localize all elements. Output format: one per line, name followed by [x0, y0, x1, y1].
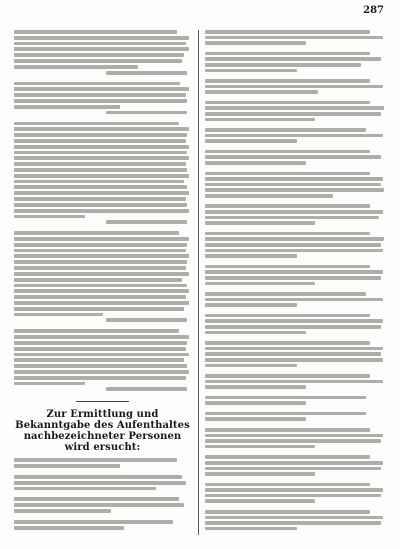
- text-line: [14, 139, 186, 143]
- text-line: [14, 370, 189, 374]
- text-line: [205, 396, 366, 400]
- text-line: [14, 180, 184, 184]
- text-line: [14, 191, 189, 195]
- text-line: [205, 467, 381, 471]
- text-line: [205, 401, 306, 405]
- entry-gap: [14, 492, 191, 495]
- text-line: [14, 59, 182, 63]
- entry-gap: [205, 450, 388, 453]
- text-line: [205, 461, 383, 465]
- signature-line: [106, 318, 187, 322]
- text-line: [205, 374, 370, 378]
- text-line: [205, 150, 370, 154]
- text-line: [14, 105, 120, 109]
- text-line: [14, 295, 186, 299]
- text-line: [14, 122, 179, 126]
- text-line: [205, 216, 379, 220]
- text-line: [14, 353, 189, 357]
- text-line: [205, 499, 315, 503]
- text-line: [14, 42, 186, 46]
- text-line: [14, 231, 179, 235]
- text-line: [14, 272, 189, 276]
- text-line: [205, 521, 381, 525]
- text-line: [14, 237, 189, 241]
- text-line: [205, 112, 381, 116]
- text-line: [205, 128, 366, 132]
- text-line: [205, 483, 370, 487]
- entry-gap: [14, 532, 191, 535]
- text-line: [14, 289, 189, 293]
- entry-gap: [205, 407, 388, 410]
- text-line: [14, 329, 179, 333]
- text-line: [14, 503, 184, 507]
- text-line: [14, 151, 187, 155]
- entry-gap: [205, 74, 388, 77]
- entry-gap: [14, 393, 191, 396]
- text-line: [14, 335, 189, 339]
- entry-gap: [205, 227, 388, 230]
- text-line: [205, 254, 297, 258]
- signature-line: [106, 71, 187, 75]
- text-line: [205, 455, 370, 459]
- text-line: [205, 101, 370, 105]
- text-line: [14, 278, 182, 282]
- text-line: [205, 358, 383, 362]
- signature-line: [106, 111, 187, 115]
- text-line: [205, 134, 383, 138]
- text-line: [205, 194, 333, 198]
- text-line: [205, 347, 383, 351]
- text-line: [205, 319, 383, 323]
- signature-line: [106, 220, 187, 224]
- text-line: [14, 520, 173, 524]
- text-line: [205, 292, 366, 296]
- text-line: [205, 412, 366, 416]
- text-line: [205, 243, 381, 247]
- text-line: [205, 161, 306, 165]
- text-line: [14, 145, 189, 149]
- text-line: [205, 428, 370, 432]
- text-line: [14, 497, 179, 501]
- entry-gap: [205, 309, 388, 312]
- text-line: [14, 53, 184, 57]
- text-line: [14, 47, 189, 51]
- text-line: [14, 156, 189, 160]
- text-line: [205, 63, 361, 67]
- text-line: [205, 303, 297, 307]
- text-line: [14, 347, 186, 351]
- text-line: [205, 57, 381, 61]
- text-line: [205, 325, 381, 329]
- entry-gap: [14, 77, 191, 80]
- text-line: [14, 458, 177, 462]
- entry-gap: [205, 167, 388, 170]
- text-line: [14, 30, 177, 34]
- entry-gap: [205, 96, 388, 99]
- text-line: [14, 203, 187, 207]
- entry-gap: [14, 116, 191, 119]
- text-line: [14, 260, 187, 264]
- entry-gap: [205, 123, 388, 126]
- text-line: [14, 168, 187, 172]
- text-line: [14, 87, 189, 91]
- text-line: [205, 265, 370, 269]
- text-line: [205, 434, 383, 438]
- entry-gap: [205, 423, 388, 426]
- text-line: [14, 464, 120, 468]
- text-line: [205, 204, 370, 208]
- entry-gap: [205, 478, 388, 481]
- text-line: [14, 364, 187, 368]
- text-line: [205, 237, 384, 241]
- entry-gap: [14, 226, 191, 229]
- text-line: [205, 30, 370, 34]
- text-line: [205, 341, 370, 345]
- text-line: [14, 197, 186, 201]
- text-line: [205, 52, 370, 56]
- text-line: [205, 298, 383, 302]
- entry-gap: [205, 145, 388, 148]
- text-line: [14, 249, 186, 253]
- text-line: [205, 36, 383, 40]
- text-line: [205, 183, 381, 187]
- text-line: [205, 249, 383, 253]
- text-line: [205, 221, 315, 225]
- text-line: [205, 90, 318, 94]
- entry-gap: [205, 505, 388, 508]
- text-line: [205, 527, 297, 531]
- text-line: [14, 284, 187, 288]
- text-line: [14, 313, 103, 317]
- text-line: [14, 133, 187, 137]
- text-line: [14, 358, 184, 362]
- text-line: [205, 494, 381, 498]
- text-line: [14, 487, 156, 491]
- text-line: [205, 352, 381, 356]
- entry-gap: [205, 47, 388, 50]
- text-line: [14, 307, 184, 311]
- text-line: [205, 210, 383, 214]
- text-line: [205, 488, 383, 492]
- text-line: [14, 243, 187, 247]
- text-line: [14, 481, 186, 485]
- text-line: [14, 301, 189, 305]
- entry-gap: [14, 515, 191, 518]
- text-line: [205, 331, 306, 335]
- text-line: [205, 472, 315, 476]
- text-line: [205, 510, 370, 514]
- section-heading: Zur Ermittlung und Bekanntgabe des Aufenthaltes nachbezeichneter Personen wird ersucht:: [15, 409, 190, 454]
- text-line: [205, 276, 381, 280]
- text-line: [14, 82, 180, 86]
- text-line: [205, 79, 370, 83]
- text-line: [14, 185, 187, 189]
- page-number: 287: [363, 5, 384, 16]
- text-line: [205, 172, 370, 176]
- text-line: [205, 270, 383, 274]
- text-line: [205, 385, 306, 389]
- text-line: [14, 266, 186, 270]
- text-line: [205, 69, 297, 73]
- entry-gap: [205, 369, 388, 372]
- text-line: [205, 232, 370, 236]
- text-line: [14, 254, 189, 258]
- left-column: [14, 30, 191, 535]
- column-divider: [198, 30, 199, 535]
- text-line: [205, 439, 381, 443]
- text-line: [14, 162, 186, 166]
- text-line: [14, 376, 186, 380]
- text-line: [205, 516, 383, 520]
- text-line: [14, 509, 111, 513]
- text-line: [205, 445, 315, 449]
- text-line: [14, 127, 189, 131]
- section-rule: [76, 401, 129, 402]
- text-line: [14, 93, 186, 97]
- right-column: [205, 30, 388, 535]
- entry-gap: [14, 324, 191, 327]
- entry-gap: [14, 470, 191, 473]
- text-line: [14, 526, 124, 530]
- text-line: [14, 65, 138, 69]
- text-line: [14, 215, 85, 219]
- entry-gap: [205, 391, 388, 394]
- text-line: [14, 382, 85, 386]
- signature-line: [106, 387, 187, 391]
- entry-gap: [205, 287, 388, 290]
- text-line: [14, 174, 189, 178]
- text-line: [205, 314, 370, 318]
- text-line: [205, 155, 381, 159]
- text-line: [205, 41, 306, 45]
- text-line: [14, 99, 187, 103]
- text-line: [205, 118, 315, 122]
- entry-gap: [205, 200, 388, 203]
- text-line: [205, 364, 297, 368]
- text-line: [205, 106, 384, 110]
- text-line: [205, 177, 383, 181]
- text-line: [205, 417, 306, 421]
- text-line: [14, 36, 189, 40]
- text-line: [14, 475, 182, 479]
- text-line: [205, 380, 383, 384]
- text-line: [205, 85, 383, 89]
- text-line: [14, 209, 189, 213]
- text-line: [205, 188, 384, 192]
- text-line: [205, 282, 315, 286]
- entry-gap: [205, 532, 388, 535]
- text-line: [14, 341, 187, 345]
- entry-gap: [205, 336, 388, 339]
- entry-gap: [205, 260, 388, 263]
- text-line: [205, 139, 297, 143]
